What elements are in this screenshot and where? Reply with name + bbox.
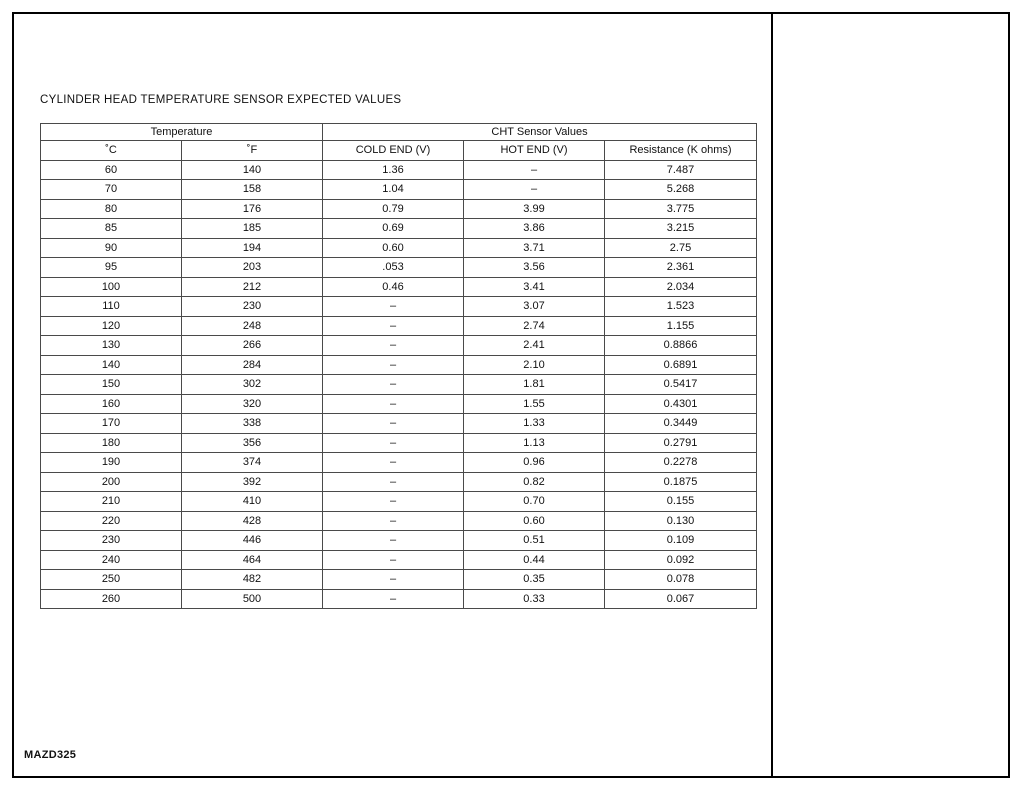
table-cell: – (323, 433, 464, 453)
table-row (41, 375, 757, 395)
table-cell: 302 (182, 375, 323, 395)
table-cell: 140 (182, 160, 323, 180)
table-cell: 185 (182, 219, 323, 239)
table-row (41, 511, 757, 531)
table-cell: 428 (182, 511, 323, 531)
table-row (41, 492, 757, 512)
table-row (41, 160, 757, 180)
table-cell: – (323, 550, 464, 570)
table-cell: 0.092 (605, 550, 757, 570)
table-cell: 0.155 (605, 492, 757, 512)
table-cell: 464 (182, 550, 323, 570)
table-cell: 320 (182, 394, 323, 414)
group-header-temperature: Temperature (41, 124, 323, 141)
table-cell: 1.33 (464, 414, 605, 434)
table-cell: 230 (41, 531, 182, 551)
table-cell: 220 (41, 511, 182, 531)
table-row (41, 414, 757, 434)
table-cell: – (323, 375, 464, 395)
table-row (41, 297, 757, 317)
column-header-cold-end: COLD END (V) (323, 141, 464, 161)
table-row (41, 180, 757, 200)
table-cell: 266 (182, 336, 323, 356)
document-code: MAZD325 (24, 749, 77, 761)
table-cell: 85 (41, 219, 182, 239)
table-cell: 130 (41, 336, 182, 356)
page-title: CYLINDER HEAD TEMPERATURE SENSOR EXPECTED VALUES (40, 94, 402, 106)
table-cell: 0.33 (464, 589, 605, 609)
table-cell: 374 (182, 453, 323, 473)
table-cell: 3.86 (464, 219, 605, 239)
table-cell: 482 (182, 570, 323, 590)
table-cell: – (323, 453, 464, 473)
table-cell: 230 (182, 297, 323, 317)
table-cell: 0.96 (464, 453, 605, 473)
table-cell: – (323, 492, 464, 512)
table-cell: – (323, 316, 464, 336)
table-cell: 3.56 (464, 258, 605, 278)
table-cell: 284 (182, 355, 323, 375)
table-cell: 3.71 (464, 238, 605, 258)
table-cell: 0.2278 (605, 453, 757, 473)
table-cell: 446 (182, 531, 323, 551)
column-header-fahrenheit: ˚F (182, 141, 323, 161)
table-cell: 1.155 (605, 316, 757, 336)
table-cell: 158 (182, 180, 323, 200)
table-cell: 0.8866 (605, 336, 757, 356)
table-row (41, 219, 757, 239)
table-cell: – (323, 336, 464, 356)
table-cell: 95 (41, 258, 182, 278)
table-cell: .053 (323, 258, 464, 278)
table-cell: – (323, 589, 464, 609)
table-cell: 1.523 (605, 297, 757, 317)
group-header-row (41, 124, 757, 141)
table-cell: 1.13 (464, 433, 605, 453)
table-cell: 0.69 (323, 219, 464, 239)
table-cell: 0.067 (605, 589, 757, 609)
table-cell: 0.3449 (605, 414, 757, 434)
table-cell: 0.79 (323, 199, 464, 219)
table-cell: 1.55 (464, 394, 605, 414)
table-cell: – (323, 472, 464, 492)
table-row (41, 589, 757, 609)
cht-table-head (41, 124, 757, 161)
table-row (41, 550, 757, 570)
table-cell: 410 (182, 492, 323, 512)
table-cell: 3.07 (464, 297, 605, 317)
table-cell: 212 (182, 277, 323, 297)
table-cell: 0.82 (464, 472, 605, 492)
table-cell: 0.109 (605, 531, 757, 551)
table-cell: 80 (41, 199, 182, 219)
table-row (41, 453, 757, 473)
table-row (41, 531, 757, 551)
table-cell: – (323, 297, 464, 317)
table-cell: 176 (182, 199, 323, 219)
column-header-celsius: ˚C (41, 141, 182, 161)
table-row (41, 316, 757, 336)
table-cell: 180 (41, 433, 182, 453)
table-cell: 120 (41, 316, 182, 336)
table-cell: 2.034 (605, 277, 757, 297)
table-cell: 190 (41, 453, 182, 473)
table-cell: 0.60 (464, 511, 605, 531)
table-cell: 0.1875 (605, 472, 757, 492)
table-cell: 90 (41, 238, 182, 258)
table-cell: – (323, 355, 464, 375)
table-cell: 240 (41, 550, 182, 570)
table-cell: 7.487 (605, 160, 757, 180)
table-cell: 100 (41, 277, 182, 297)
group-header-sensor-values: CHT Sensor Values (323, 124, 757, 141)
column-divider-line (771, 12, 773, 778)
table-cell: 0.35 (464, 570, 605, 590)
table-cell: – (464, 180, 605, 200)
table-cell: 0.4301 (605, 394, 757, 414)
table-cell: 200 (41, 472, 182, 492)
column-header-row (41, 141, 757, 161)
table-cell: 0.5417 (605, 375, 757, 395)
table-cell: 194 (182, 238, 323, 258)
table-cell: – (323, 511, 464, 531)
table-cell: 0.44 (464, 550, 605, 570)
table-cell: – (323, 570, 464, 590)
cht-table (40, 123, 757, 609)
table-row (41, 355, 757, 375)
table-cell: 2.75 (605, 238, 757, 258)
table-row (41, 238, 757, 258)
table-row (41, 394, 757, 414)
table-cell: – (323, 414, 464, 434)
column-header-resistance: Resistance (K ohms) (605, 141, 757, 161)
table-cell: 3.215 (605, 219, 757, 239)
table-row (41, 472, 757, 492)
table-cell: 500 (182, 589, 323, 609)
table-cell: 0.6891 (605, 355, 757, 375)
table-cell: 3.775 (605, 199, 757, 219)
table-cell: 70 (41, 180, 182, 200)
table-cell: 150 (41, 375, 182, 395)
table-cell: 260 (41, 589, 182, 609)
column-header-hot-end: HOT END (V) (464, 141, 605, 161)
table-cell: 0.078 (605, 570, 757, 590)
table-row (41, 570, 757, 590)
table-cell: 140 (41, 355, 182, 375)
table-cell: 60 (41, 160, 182, 180)
table-cell: 338 (182, 414, 323, 434)
table-row (41, 433, 757, 453)
table-cell: 0.130 (605, 511, 757, 531)
table-row (41, 199, 757, 219)
table-cell: 1.04 (323, 180, 464, 200)
table-cell: 203 (182, 258, 323, 278)
table-cell: – (323, 531, 464, 551)
cht-table-body (41, 160, 757, 609)
table-cell: 392 (182, 472, 323, 492)
table-cell: 0.60 (323, 238, 464, 258)
table-row (41, 336, 757, 356)
table-cell: 160 (41, 394, 182, 414)
table-cell: 1.36 (323, 160, 464, 180)
table-cell: 0.2791 (605, 433, 757, 453)
table-cell: 5.268 (605, 180, 757, 200)
table-cell: 0.46 (323, 277, 464, 297)
table-cell: 248 (182, 316, 323, 336)
table-cell: 170 (41, 414, 182, 434)
table-cell: 2.41 (464, 336, 605, 356)
table-cell: 3.41 (464, 277, 605, 297)
table-cell: – (464, 160, 605, 180)
table-cell: 3.99 (464, 199, 605, 219)
table-cell: – (323, 394, 464, 414)
table-cell: 110 (41, 297, 182, 317)
table-row (41, 277, 757, 297)
table-row (41, 258, 757, 278)
table-cell: 250 (41, 570, 182, 590)
table-cell: 356 (182, 433, 323, 453)
table-cell: 210 (41, 492, 182, 512)
table-cell: 2.74 (464, 316, 605, 336)
table-cell: 0.70 (464, 492, 605, 512)
table-cell: 2.10 (464, 355, 605, 375)
table-cell: 2.361 (605, 258, 757, 278)
table-cell: 1.81 (464, 375, 605, 395)
table-cell: 0.51 (464, 531, 605, 551)
